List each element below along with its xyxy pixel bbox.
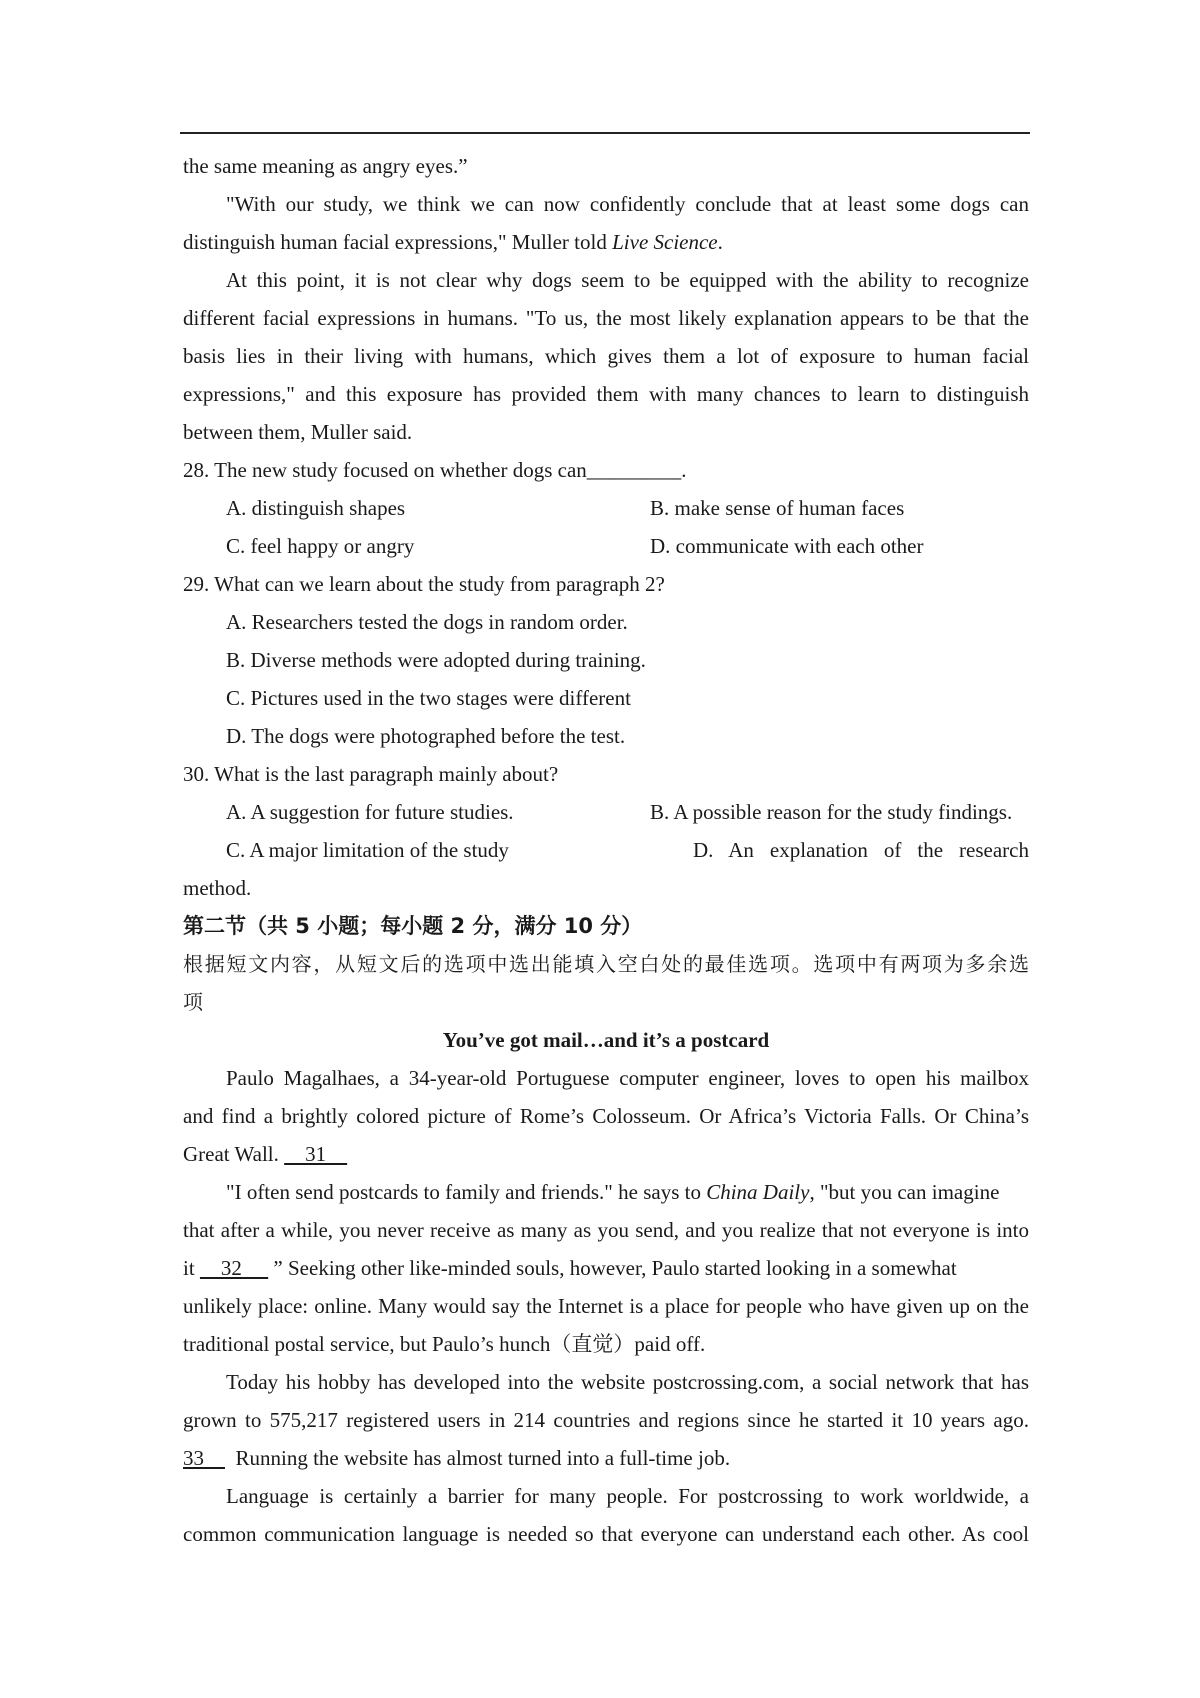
answer-blank-32: 32 (199, 1256, 269, 1280)
answer-blank-33: 33 (183, 1446, 225, 1470)
article-line: unlikely place: online. Many would say the Internet is a place for people who have given up on the (183, 1294, 1029, 1318)
section-heading: 第二节（共 5 小题；每小题 2 分，满分 10 分） (183, 914, 643, 938)
source-name: China Daily (706, 1180, 810, 1204)
article-line: 33 Running the website has almost turned into a full-time job. (183, 1446, 731, 1470)
question-28-option-b: B. make sense of human faces (650, 496, 905, 520)
question-29-option-b: B. Diverse methods were adopted during training. (226, 648, 646, 672)
article-line: and find a brightly colored picture of Rome’s Colosseum. Or Africa’s Victoria Falls. Or China’s (183, 1104, 1029, 1128)
article-line: traditional postal service, but Paulo’s hunch（直觉）paid off. (183, 1332, 706, 1356)
question-28-option-c: C. feel happy or angry (226, 534, 415, 558)
answer-blank-31: 31 (284, 1142, 348, 1166)
article-line: "I often send postcards to family and friends." he says to China Daily, "but you can imagine (226, 1180, 1000, 1204)
passage-line: At this point, it is not clear why dogs seem to be equipped with the ability to recognize (226, 268, 1029, 292)
question-29-option-d: D. The dogs were photographed before the test. (226, 724, 626, 748)
question-30-stem: 30. What is the last paragraph mainly about? (183, 762, 559, 786)
passage-line: basis lies in their living with humans, which gives them a lot of exposure to human facial (183, 344, 1029, 368)
question-30-option-a: A. A suggestion for future studies. (226, 800, 514, 824)
article-line: Language is certainly a barrier for many people. For postcrossing to work worldwide, a (226, 1484, 1029, 1508)
question-30-option-d-cont: method. (183, 876, 252, 900)
header-rule (180, 132, 1030, 134)
article-line: grown to 575,217 registered users in 214 countries and regions since he started it 10 years ago. (183, 1408, 1029, 1432)
question-29-stem: 29. What can we learn about the study from paragraph 2? (183, 572, 665, 596)
question-30-option-c: C. A major limitation of the study (226, 838, 509, 862)
question-30-option-d: D. An explanation of the research (693, 838, 1029, 862)
article-title: You’ve got mail…and it’s a postcard (442, 1028, 770, 1052)
question-30-option-b: B. A possible reason for the study findings. (650, 800, 1013, 824)
question-29-option-a: A. Researchers tested the dogs in random order. (226, 610, 628, 634)
section-instructions: 根据短文内容，从短文后的选项中选出能填入空白处的最佳选项。选项中有两项为多余选 (183, 952, 1029, 976)
article-line: common communication language is needed so that everyone can understand each other. As cool (183, 1522, 1029, 1546)
article-line: Today his hobby has developed into the website postcrossing.com, a social network that has (226, 1370, 1029, 1394)
article-line: Paulo Magalhaes, a 34-year-old Portuguese computer engineer, loves to open his mailbox (226, 1066, 1029, 1090)
question-28-stem: 28. The new study focused on whether dogs can_________. (183, 458, 687, 482)
question-28-option-a: A. distinguish shapes (226, 496, 406, 520)
question-28-option-d: D. communicate with each other (650, 534, 924, 558)
passage-line: expressions," and this exposure has provided them with many chances to learn to distinguish (183, 382, 1029, 406)
passage-line: the same meaning as angry eyes.” (183, 154, 468, 178)
passage-line: different facial expressions in humans. "To us, the most likely explanation appears to be that the (183, 306, 1029, 330)
answer-blank: _________ (586, 458, 682, 482)
article-line: it 32 ” Seeking other like-minded souls, however, Paulo started looking in a somewhat (183, 1256, 957, 1280)
article-line: that after a while, you never receive as many as you send, and you realize that not everyone is into (183, 1218, 1029, 1242)
question-29-option-c: C. Pictures used in the two stages were different (226, 686, 631, 710)
section-instructions-cont: 项 (183, 990, 203, 1014)
passage-line: "With our study, we think we can now confidently conclude that at least some dogs can (226, 192, 1029, 216)
passage-line: distinguish human facial expressions," Muller told Live Science. (183, 230, 723, 254)
source-name: Live Science (612, 230, 718, 254)
passage-line: between them, Muller said. (183, 420, 413, 444)
article-line: Great Wall. 31 (183, 1142, 348, 1166)
